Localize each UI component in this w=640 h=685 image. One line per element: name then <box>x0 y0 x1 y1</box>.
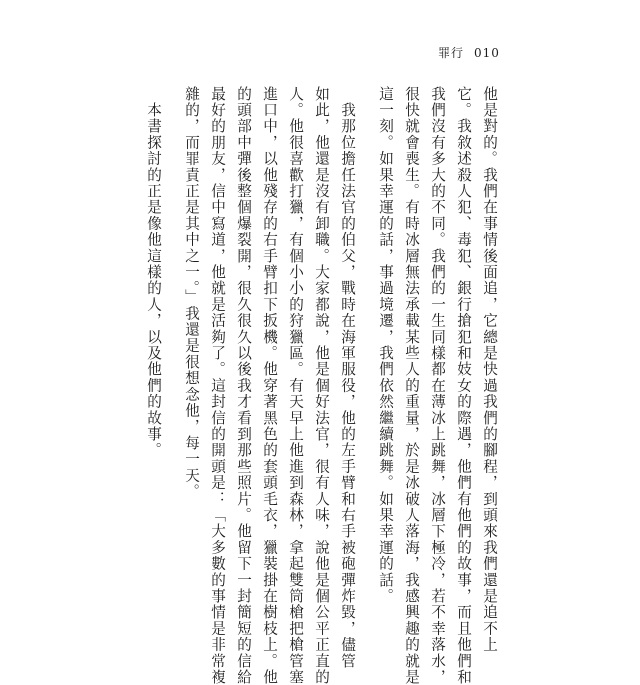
text-column: 進口中，以他殘存的右手臂扣下扳機。他穿著黑色的套頭毛衣，獵裝掛在樹枝上。他 <box>261 86 278 685</box>
text-column: 如此，他還是沒有卸職。大家都說，他是個好法官，很有人味，說他是個公平正直的 <box>313 86 330 685</box>
text-column: 的頭部中彈後整個爆裂開，很久很久以後我才看到那些照片。他留下一封簡短的信給 <box>235 86 252 685</box>
text-column: 我們沒有多大的不同。我們的一生同樣都在薄冰上跳舞，冰層下極冷，若不幸落水， <box>429 86 446 685</box>
text-column: 他是對的。我們在事情後面追，它總是快過我們的腳程，到頭來我們還是追不上 <box>481 86 498 653</box>
text-column: 這一刻。如果幸運的話，事過境遷，我們依然繼續跳舞。如果幸運的話。 <box>377 86 394 605</box>
text-column: 雜的，而罪責正是其中之一。」我還是很想念他，每一天。 <box>183 86 200 500</box>
running-header <box>438 44 500 61</box>
text-column: 最好的朋友，信中寫道，他就是活夠了。這封信的開頭是：「大多數的事情是非常複 <box>209 86 226 685</box>
text-column: 本書探討的正是像他這樣的人，以及他們的故事。 <box>145 86 162 459</box>
text-column: 我那位擔任法官的伯父，戰時在海軍服役，他的左手臂和右手被砲彈炸毀，儘管 <box>339 86 356 670</box>
text-column: 它。我敘述殺人犯、毒犯、銀行搶犯和妓女的際遇，他們有他們的故事，而且他們和 <box>455 86 472 685</box>
text-column: 很快就會喪生。有時冰層無法承載某些人的重量，於是冰破人落海，我感興趣的就是 <box>403 86 420 685</box>
page-number: 010 <box>474 46 500 60</box>
chapter-title: 罪行 <box>438 46 465 60</box>
text-column: 人。他很喜歡打獵，有個小小的狩獵區。有天早上他進到森林，拿起雙筒槍把槍管塞 <box>287 86 304 685</box>
